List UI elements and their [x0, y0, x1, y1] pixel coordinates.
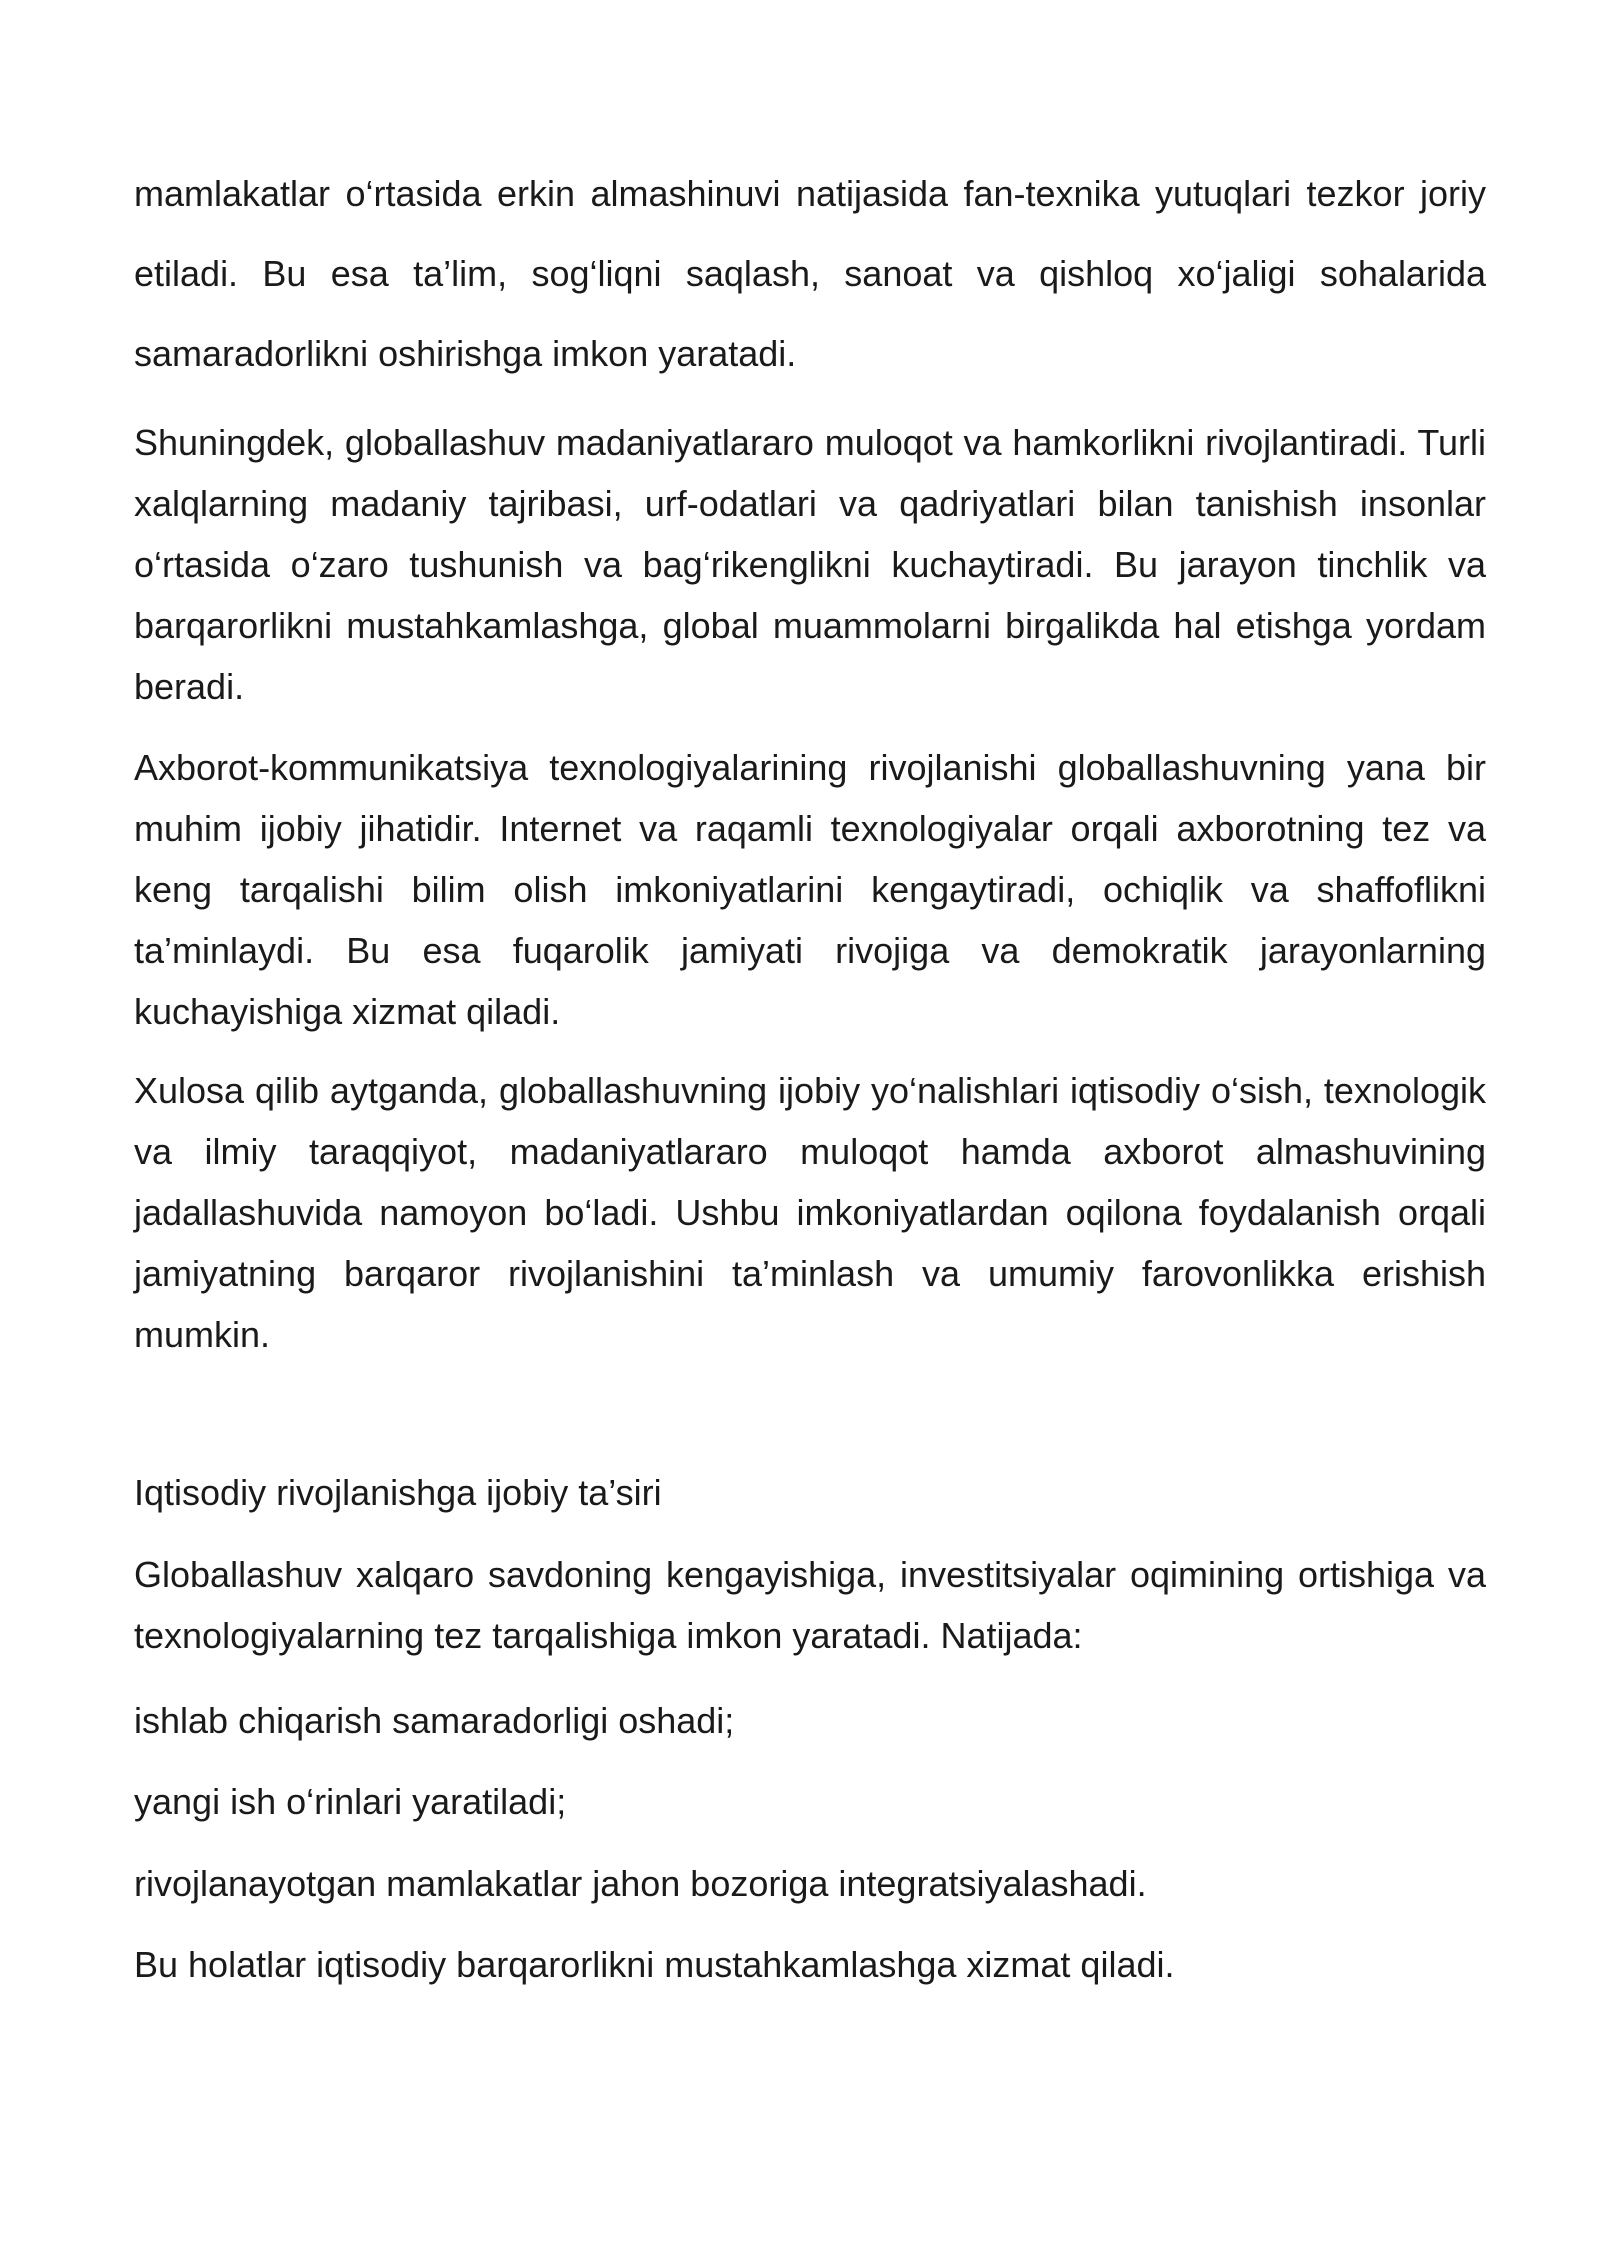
- paragraph-closing: Bu holatlar iqtisodiy barqarorlikni mustahkamlashga xizmat qiladi.: [134, 1944, 1175, 1985]
- list-item: yangi ish o‘rinlari yaratiladi;: [134, 1781, 567, 1822]
- list-item: rivojlanayotgan mamlakatlar jahon bozoriga integratsiyalashadi.: [134, 1863, 1147, 1904]
- paragraph-intercultural-dialogue: Shuningdek, globallashuv madaniyatlararo muloqot va hamkorlikni rivojlantiradi. Turli xalqlarning madaniy tajribasi, urf-odatlari va qadriyatlari bilan tanishish insonlar o‘rtasida o‘zaro tushunish va bag‘rikenglikni kuchaytiradi. Bu jarayon tinchlik va barqarorlikni mustahkamlashga, global muammolarni birgalikda hal etishga yordam beradi.: [134, 422, 1486, 707]
- paragraph-ict-development: Axborot-kommunikatsiya texnologiyalarining rivojlanishi globallashuvning yana bir muhim ijobiy jihatidir. Internet va raqamli texnologiyalar orqali axborotning tez va keng tarqalishi bilim olish imkoniyatlarini kengaytiradi, ochiqlik va shaffoflikni ta’minlaydi. Bu esa fuqarolik jamiyati rivojiga va demokratik jarayonlarning kuchayishiga xizmat qiladi.: [134, 747, 1486, 1032]
- paragraph-technology-exchange: mamlakatlar o‘rtasida erkin almashinuvi natijasida fan-texnika yutuqlari tezkor joriy etiladi. Bu esa ta’lim, sog‘liqni saqlash, sanoat va qishloq xo‘jaligi sohalarida samaradorlikni oshirishga imkon yaratadi.: [134, 173, 1486, 374]
- paragraph-economic-intro: Globallashuv xalqaro savdoning kengayishiga, investitsiyalar oqimining ortishiga va texnologiyalarning tez tarqalishiga imkon yaratadi. Natijada:: [134, 1554, 1486, 1656]
- section-heading: Iqtisodiy rivojlanishga ijobiy ta’siri: [134, 1472, 662, 1513]
- list-item: ishlab chiqarish samaradorligi oshadi;: [134, 1700, 735, 1741]
- paragraph-conclusion: Xulosa qilib aytganda, globallashuvning ijobiy yo‘nalishlari iqtisodiy o‘sish, texnologik va ilmiy taraqqiyot, madaniyatlararo muloqot hamda axborot almashuvining jadallashuvida namoyon bo‘ladi. Ushbu imkoniyatlardan oqilona foydalanish orqali jamiyatning barqaror rivojlanishini ta’minlash va umumiy farovonlikka erishish mumkin.: [134, 1070, 1486, 1355]
